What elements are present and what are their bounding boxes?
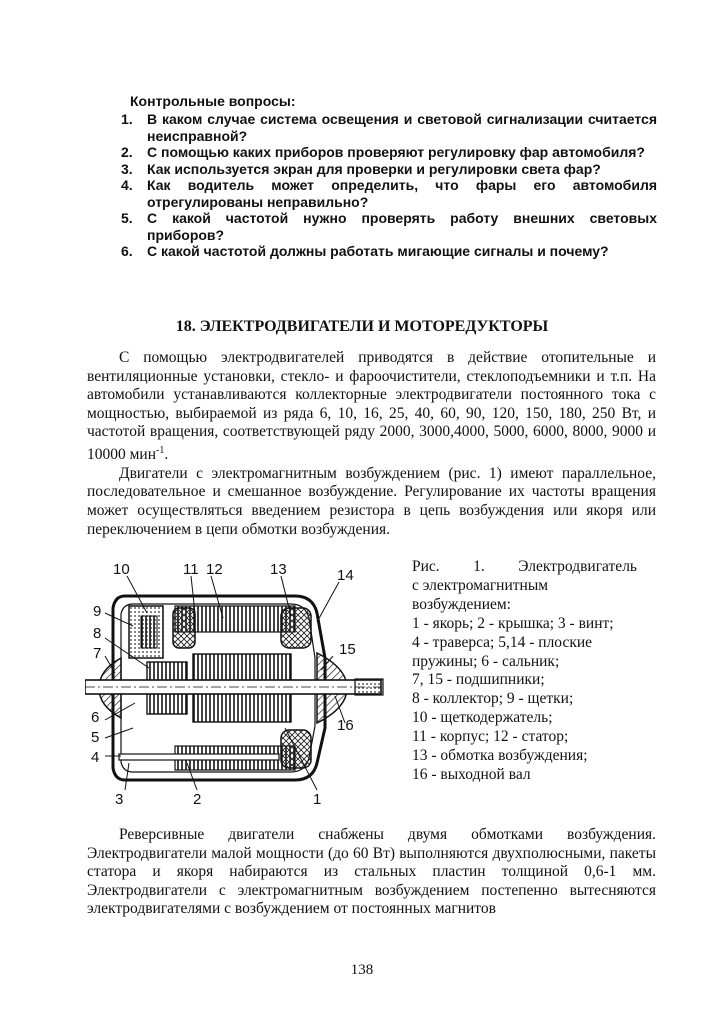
paragraph-1-text: С помощью электродвигателей приводятся в действие отопительные и вентиляционные установки, стекло- и фароочистители, стеклоподъемники и т.п. На автомобили устанавливаются коллекторные электродвигатели постоянного тока с мощностью, выбираемой из ряда 6, 10, 16, 25, 40, 60, 90, 120, 150, 180, 250 Вт, и частотой вращения, соответствующей ряду 2000, 3000,4000, 5000, 6000, 8000, 9000 и 10000 мин [87,349,656,464]
caption-line: 11 - корпус; 12 - статор; [412,728,569,746]
caption-line: пружины; 6 - сальник; [412,652,560,670]
callout-11: 11 [183,561,199,578]
caption-line: 1 - якорь; 2 - крышка; 3 - винт; [412,614,614,632]
caption-line: 10 - щеткодержатель; [412,709,553,727]
motor-figure [85,558,385,813]
shaft-end [355,679,383,695]
paragraph-1 [87,349,656,465]
callout-5: 5 [91,729,100,746]
question-text: С помощью каких приборов проверяют регулировку фар автомобиля? [147,144,645,160]
question-text: С какой частотой нужно проверять работу внешних световых приборов? [147,210,657,243]
callout-4: 4 [91,749,100,766]
callout-13: 13 [270,561,287,578]
callout-14: 14 [337,567,354,584]
question-number: 6. [121,243,133,259]
caption-line: возбуждением: [412,595,511,613]
question-item [112,111,657,144]
callout-2: 2 [193,791,202,808]
question-item [112,161,657,178]
question-item [112,177,657,210]
callout-3: 3 [115,791,124,808]
callout-6: 6 [91,709,100,726]
caption-line: 4 - траверса; 5,14 - плоские [412,633,593,651]
caption-line: с электромагнитным [412,576,549,594]
question-number: 5. [121,210,133,226]
caption-line: 16 - выходной вал [412,765,531,783]
question-number: 1. [121,111,133,127]
callout-8: 8 [93,625,102,642]
question-item [112,144,657,161]
section-title: 18. ЭЛЕКТРОДВИГАТЕЛИ И МОТОРЕДУКТОРЫ [175,318,549,335]
question-item [112,210,657,243]
callout-15: 15 [339,641,356,658]
caption-head: Рис. 1. Электродвигатель [412,558,637,575]
question-text: В каком случае система освещения и световой сигнализации считается неисправной? [147,111,657,144]
field-winding-top [281,608,311,648]
callout-1: 1 [313,791,322,808]
question-text: Как используется экран для проверки и регулировки света фар? [147,160,601,177]
callout-12: 12 [206,561,223,578]
paragraph-1-superscript: -1 [156,444,165,456]
callout-16: 16 [337,717,354,734]
question-number: 2. [121,144,133,160]
paragraph-3: Реверсивные двигатели снабжены двумя обмотками возбуждения. Электродвигатели малой мощности (до 60 Вт) выполняются двухполюсными, пакеты статора и якоря набираются из стальных пластин толщиной 0,6-1 мм. Электродвигатели с электромагнитным возбуждением постепенно вытесняются электродвигателями с возбуждением от постоянных магнитов [87,826,656,918]
callout-7: 7 [93,645,102,662]
paragraph-2: Двигатели с электромагнитным возбуждением (рис. 1) имеют параллельное, последовательное и смешанное возбуждение. Регулирование их частоты вращения может осуществляться введением резистора в цепь возбуждения или якоря или переключением в цепи обмотки возбуждения. [87,464,656,538]
motor-diagram [85,558,385,813]
body-paragraphs-top [87,349,656,539]
caption-line: 8 - коллектор; 9 - щетки; [412,690,574,708]
callout-10: 10 [113,561,130,578]
questions-title: Контрольные вопросы: [130,93,296,109]
question-number: 3. [121,160,133,177]
through-bolt [119,754,279,760]
page-number: 138 [350,962,374,978]
questions-list [112,111,657,260]
question-text: Как водитель может определить, что фары его автомобиля отрегулированы неправильно? [147,177,657,210]
question-text: С какой частотой должны работать мигающие сигналы и почему? [147,243,609,259]
body-paragraphs-bottom [87,826,656,919]
figure-caption [412,558,637,785]
question-number: 4. [121,177,133,193]
caption-line: 7, 15 - подшипники; [412,671,545,689]
question-item [112,243,657,260]
paragraph-1-end: . [164,446,169,464]
field-winding-top-left [173,608,195,648]
caption-line: 13 - обмотка возбуждения; [412,747,588,765]
brush [141,616,157,648]
callout-9: 9 [93,603,102,620]
